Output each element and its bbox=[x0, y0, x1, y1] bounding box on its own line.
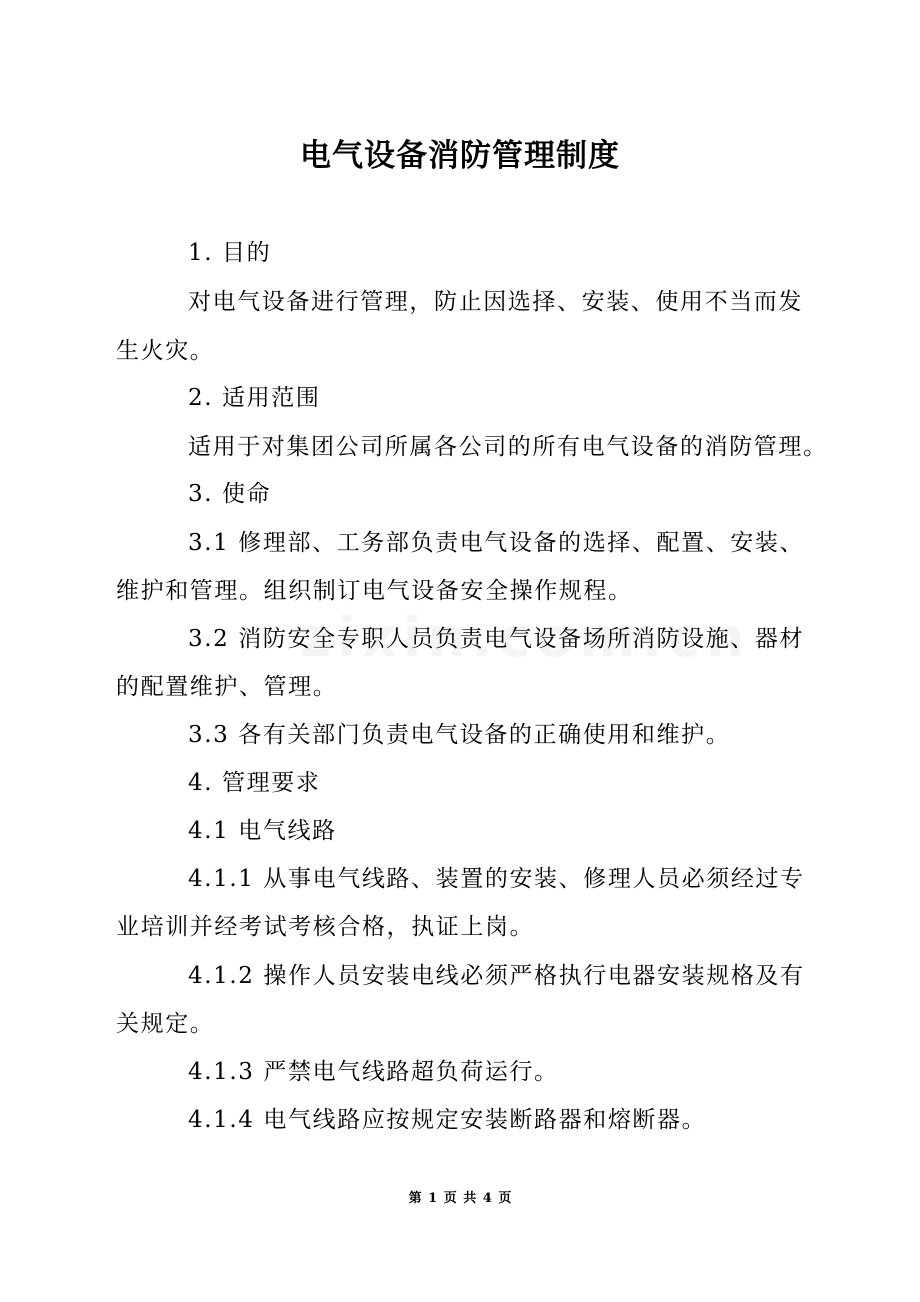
paragraph-line: 对电气设备进行管理，防止因选择、安装、使用不当而发 bbox=[188, 289, 803, 315]
paragraph-line: 业培训并经考试考核合格，执证上岗。 bbox=[116, 914, 535, 940]
paragraph-line: 3.2 消防安全专职人员负责电气设备场所消防设施、器材 bbox=[188, 626, 805, 652]
page-title: 电气设备消防管理制度 bbox=[300, 138, 620, 174]
paragraph-line: 维护和管理。组织制订电气设备安全操作规程。 bbox=[116, 578, 633, 604]
paragraph-line: 4.1.3 严禁电气线路超负荷运行。 bbox=[188, 1059, 559, 1085]
subsection-heading: 4.1 电气线路 bbox=[188, 818, 337, 844]
section-heading-requirements: 4. 管理要求 bbox=[188, 770, 321, 796]
section-heading-scope: 2. 适用范围 bbox=[188, 385, 321, 411]
page-footer: 第 1 页 共 4 页 bbox=[408, 1191, 512, 1206]
paragraph-line: 4.1.1 从事电气线路、装置的安装、修理人员必须经过专 bbox=[188, 866, 805, 892]
paragraph-line: 4.1.2 操作人员安装电线必须严格执行电器安装规格及有 bbox=[188, 963, 805, 989]
paragraph-line: 4.1.4 电气线路应按规定安装断路器和熔断器。 bbox=[188, 1107, 707, 1133]
paragraph-line: 3.3 各有关部门负责电气设备的正确使用和维护。 bbox=[188, 722, 731, 748]
paragraph-line: 适用于对集团公司所属各公司的所有电气设备的消防管理。 bbox=[188, 434, 828, 460]
paragraph-line: 的配置维护、管理。 bbox=[116, 674, 338, 700]
section-heading-purpose: 1. 目的 bbox=[188, 240, 272, 266]
section-heading-mission: 3. 使命 bbox=[188, 481, 272, 507]
paragraph-line: 生火灾。 bbox=[116, 338, 215, 364]
paragraph-line: 3.1 修理部、工务部负责电气设备的选择、配置、安装、 bbox=[188, 530, 805, 556]
paragraph-line: 关规定。 bbox=[116, 1011, 215, 1037]
